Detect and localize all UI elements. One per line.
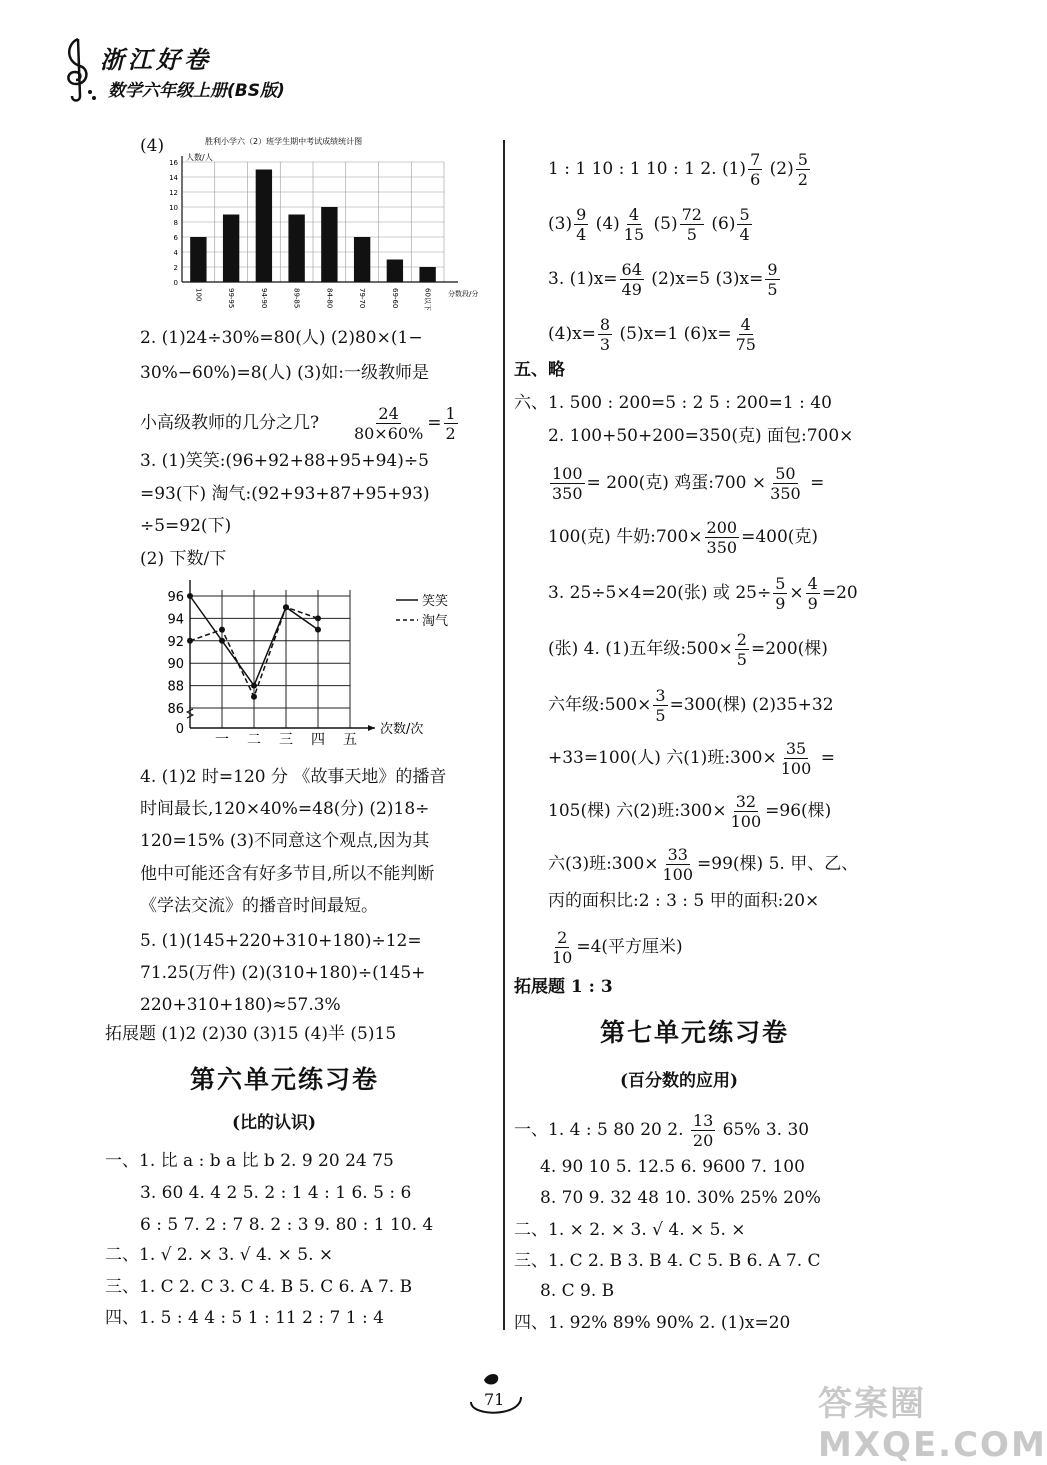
q2-line1: 2. (1)24÷30%=80(人) (2)80×(1− bbox=[140, 328, 423, 348]
y-tick-label: 6 bbox=[173, 234, 178, 242]
fraction: $\frac{2}{10}$ bbox=[552, 928, 573, 967]
bar bbox=[288, 215, 304, 283]
q4-line5: 《学法交流》的播音时间最短。 bbox=[140, 896, 378, 916]
y-axis-label: 人数/人 bbox=[186, 153, 213, 162]
q2-line3: 小高级教师的几分之几? $\frac{24}{80\times 60\%}$ = $\frac{1}{2}$ bbox=[140, 404, 456, 443]
bar bbox=[387, 260, 403, 283]
y-tick-label: 92 bbox=[167, 634, 184, 650]
fraction: $\frac{100}{350}$ bbox=[552, 464, 583, 503]
q3-line3: ÷5=92(下) bbox=[140, 516, 232, 536]
fraction: $\frac{24}{80\times 60\%}$ bbox=[353, 404, 424, 443]
fraction: $\frac{5}{4}$ bbox=[739, 205, 750, 244]
y-tick-label: 90 bbox=[167, 657, 184, 673]
fraction: $\frac{4}{9}$ bbox=[807, 574, 818, 613]
fraction: $\frac{8}{3}$ bbox=[599, 315, 611, 354]
fraction: $\frac{50}{350}$ bbox=[770, 464, 801, 503]
x-tick-label: 84-80 bbox=[325, 288, 334, 309]
y-tick-label: 0 bbox=[173, 279, 178, 287]
x-tick-label: 一 bbox=[215, 732, 229, 748]
r-line14: 105(棵) 六(2)班:300× $\frac{32}{100}$ =96(棵) bbox=[548, 792, 832, 831]
data-point bbox=[219, 627, 225, 633]
bar-chart bbox=[150, 132, 500, 312]
x-tick-label: 100 bbox=[194, 288, 203, 302]
y-tick-label: 2 bbox=[173, 264, 178, 272]
x-axis-arrow bbox=[368, 725, 375, 731]
fraction: $\frac{2}{5}$ bbox=[736, 630, 747, 669]
bar bbox=[354, 237, 370, 282]
r-line6: 六、1. 500 : 200=5 : 2 5 : 200=1 : 40 bbox=[514, 393, 832, 413]
x-axis-label: 次数/次 bbox=[380, 722, 424, 737]
q5-line3: 220+310+180)≈57.3% bbox=[140, 995, 341, 1015]
data-point bbox=[187, 593, 193, 599]
bar bbox=[419, 267, 435, 282]
x-tick-label: 94-90 bbox=[259, 288, 268, 309]
r-line2: (3) $\frac{9}{4}$ (4) $\frac{4}{15}$ (5) $\frac{72}{5}$ (6) $\frac{5}{4}$ bbox=[548, 205, 750, 244]
y-tick-label: 14 bbox=[169, 174, 178, 182]
chart-title: 胜利小学六（2）班学生期中考试成绩统计图 bbox=[205, 137, 363, 146]
unit6-title: 第六单元练习卷 bbox=[190, 1065, 380, 1094]
fraction: $\frac{1}{2}$ bbox=[445, 404, 456, 443]
extension-answers: 拓展题 (1)2 (2)30 (3)15 (4)半 (5)15 bbox=[105, 1024, 397, 1044]
header-title: 浙江好卷 bbox=[100, 46, 212, 74]
data-point bbox=[251, 683, 257, 689]
fraction: $\frac{13}{20}$ bbox=[692, 1111, 714, 1150]
q5-line1: 5. (1)(145+220+310+180)÷12= bbox=[140, 931, 422, 951]
data-point bbox=[315, 627, 321, 633]
fraction: $\frac{64}{49}$ bbox=[621, 260, 642, 299]
u6-line3: 6 : 5 7. 2 : 7 8. 2 : 3 9. 80 : 1 10. 4 bbox=[140, 1215, 434, 1235]
r-line7: 2. 100+50+200=350(克) 面包:700× bbox=[548, 426, 854, 446]
x-axis-label: 分数段/分 bbox=[448, 290, 479, 298]
y-tick-label: 8 bbox=[173, 219, 178, 227]
u6-line5: 三、1. C 2. C 3. C 4. B 5. C 6. A 7. B bbox=[105, 1277, 413, 1297]
r-line4: (4)x= $\frac{8}{3}$ (5)x=1 (6)x= $\frac{4}{75}$ bbox=[548, 315, 756, 354]
q2-question: 小高级教师的几分之几? bbox=[140, 413, 320, 433]
q2-line2: 30%−60%)=8(人) (3)如:一级教师是 bbox=[140, 363, 429, 383]
q5-line2: 71.25(万件) (2)(310+180)÷(145+ bbox=[140, 963, 426, 983]
x-tick-label: 五 bbox=[343, 732, 357, 748]
fraction: $\frac{32}{100}$ bbox=[730, 792, 762, 831]
fraction: $\frac{9}{5}$ bbox=[767, 260, 778, 299]
bar bbox=[190, 237, 206, 282]
data-point bbox=[187, 638, 193, 644]
unit6-subtitle: (比的认识) bbox=[232, 1113, 317, 1133]
fraction: $\frac{3}{5}$ bbox=[655, 686, 666, 725]
y-tick-label: 10 bbox=[169, 204, 178, 212]
column-divider bbox=[503, 140, 505, 1330]
r-line11: (张) 4. (1)五年级:500× $\frac{2}{5}$ =200(棵) bbox=[548, 630, 828, 669]
r-line1: 1 : 1 10 : 1 10 : 1 2. (1) $\frac{7}{6}$ (2) $\frac{5}{2}$ bbox=[548, 150, 808, 189]
y-tick-label: 12 bbox=[169, 189, 178, 197]
fraction: $\frac{72}{5}$ bbox=[681, 205, 702, 244]
x-tick-label: 三 bbox=[279, 732, 293, 748]
x-tick-label: 69-60 bbox=[390, 288, 399, 309]
fraction: $\frac{35}{100}$ bbox=[780, 739, 812, 778]
r-line9: 100(克) 牛奶:700× $\frac{200}{350}$ =400(克) bbox=[548, 518, 819, 557]
u6-line6: 四、1. 5 : 4 4 : 5 1 : 11 2 : 7 1 : 4 bbox=[105, 1308, 384, 1328]
legend-label: 淘气 bbox=[422, 614, 449, 629]
fraction: $\frac{7}{6}$ bbox=[750, 150, 761, 189]
unit7-subtitle: (百分数的应用) bbox=[620, 1071, 739, 1091]
y-tick-label: 4 bbox=[173, 249, 178, 257]
r-line16: 丙的面积比:2 : 3 : 5 甲的面积:20× bbox=[548, 891, 820, 911]
y-tick-label: 94 bbox=[167, 612, 184, 628]
r-line13: +33=100(人) 六(1)班:300× $\frac{35}{100}$ = bbox=[548, 739, 835, 778]
fraction: $\frac{4}{75}$ bbox=[735, 315, 756, 354]
bar bbox=[256, 170, 272, 283]
u7-line3: 8. 70 9. 32 48 10. 30% 25% 20% bbox=[540, 1188, 821, 1208]
fraction: $\frac{200}{350}$ bbox=[706, 518, 738, 557]
x-tick-label: 79-70 bbox=[358, 288, 367, 309]
axis-break bbox=[187, 709, 193, 718]
bar bbox=[223, 215, 239, 283]
fraction: $\frac{5}{9}$ bbox=[775, 574, 786, 613]
u6-line2: 3. 60 4. 4 2 5. 2 : 1 4 : 1 6. 5 : 6 bbox=[140, 1183, 412, 1203]
data-point bbox=[283, 604, 289, 610]
u7-line7: 四、1. 92% 89% 90% 2. (1)x=20 bbox=[514, 1313, 791, 1333]
fraction: $\frac{4}{15}$ bbox=[623, 205, 645, 244]
x-tick-label: 99-95 bbox=[227, 288, 236, 309]
unit7-title: 第七单元练习卷 bbox=[600, 1018, 790, 1047]
header-logo bbox=[58, 34, 98, 104]
q4-label: (4) bbox=[140, 136, 165, 156]
u6-line1: 一、1. 比 a : b a 比 b 2. 9 20 24 75 bbox=[105, 1151, 394, 1171]
x-tick-label: 四 bbox=[311, 732, 325, 748]
r-line12: 六年级:500× $\frac{3}{5}$ =300(棵) (2)35+32 bbox=[548, 686, 834, 725]
q4-line1: 4. (1)2 时=120 分 《故事天地》的播音 bbox=[140, 767, 447, 787]
fraction: $\frac{33}{100}$ bbox=[662, 845, 694, 884]
x-tick-label: 二 bbox=[247, 732, 261, 748]
fraction: $\frac{5}{2}$ bbox=[797, 150, 808, 189]
y-tick-label: 88 bbox=[167, 679, 184, 695]
u7-line4: 二、1. × 2. × 3. √ 4. × 5. × bbox=[514, 1220, 746, 1240]
watermark: 答案圈 MXQE.COM bbox=[818, 1384, 1047, 1465]
legend-label: 笑笑 bbox=[422, 594, 449, 609]
data-point bbox=[251, 694, 257, 700]
r-line10: 3. 25÷5×4=20(张) 或 25÷ $\frac{5}{9}$ × $\frac{4}{9}$ =20 bbox=[548, 574, 858, 613]
line-chart bbox=[160, 578, 490, 753]
r-line17: $\frac{2}{10}$ =4(平方厘米) bbox=[552, 928, 683, 967]
data-point bbox=[219, 638, 225, 644]
q3-line1: 3. (1)笑笑:(96+92+88+95+94)÷5 bbox=[140, 451, 429, 471]
treble-clef-icon bbox=[58, 34, 98, 104]
u7-line1: 一、1. 4 : 5 80 20 2. $\frac{13}{20}$ 65% 3. 30 bbox=[514, 1111, 810, 1150]
q4-line3: 120=15% (3)不同意这个观点,因为其 bbox=[140, 831, 430, 851]
u7-line5: 三、1. C 2. B 3. B 4. C 5. B 6. A 7. C bbox=[514, 1251, 821, 1271]
y-tick-label: 96 bbox=[167, 590, 184, 605]
r-line5: 五、略 bbox=[514, 360, 565, 380]
u7-line6: 8. C 9. B bbox=[540, 1281, 615, 1301]
q3-line4: (2) 下数/下 bbox=[140, 549, 227, 569]
u6-line4: 二、1. √ 2. × 3. √ 4. × 5. × bbox=[105, 1245, 334, 1265]
y-tick-label: 86 bbox=[167, 702, 184, 717]
q4-line2: 时间最长,120×40%=48(分) (2)18÷ bbox=[140, 799, 430, 819]
bar bbox=[321, 207, 337, 282]
r-line15: 六(3)班:300× $\frac{33}{100}$ =99(棵) 5. 甲、乙、 bbox=[548, 845, 859, 884]
data-point bbox=[315, 615, 321, 621]
r-line3: 3. (1)x= $\frac{64}{49}$ (2)x=5 (3)x= $\frac{9}{5}$ bbox=[548, 260, 778, 299]
header-subtitle: 数学六年级上册(BS版) bbox=[108, 81, 285, 101]
u7-line2: 4. 90 10 5. 12.5 6. 9600 7. 100 bbox=[540, 1157, 805, 1177]
page-number: 71 bbox=[484, 1390, 505, 1409]
fraction: $\frac{9}{4}$ bbox=[576, 205, 587, 244]
y-tick-label: 0 bbox=[175, 722, 184, 737]
x-tick-label: 60以下 bbox=[423, 288, 432, 311]
q4-line4: 他中可能还含有好多节目,所以不能判断 bbox=[140, 864, 435, 884]
y-tick-label: 16 bbox=[169, 159, 178, 167]
r-line8: $\frac{100}{350}$ = 200(克) 鸡蛋:700 × $\frac{50}{350}$ = bbox=[552, 464, 825, 503]
r-extension: 拓展题 1 : 3 bbox=[514, 977, 613, 997]
x-tick-label: 89-85 bbox=[292, 288, 301, 309]
q3-line2: =93(下) 淘气:(92+93+87+95+93) bbox=[140, 484, 430, 504]
